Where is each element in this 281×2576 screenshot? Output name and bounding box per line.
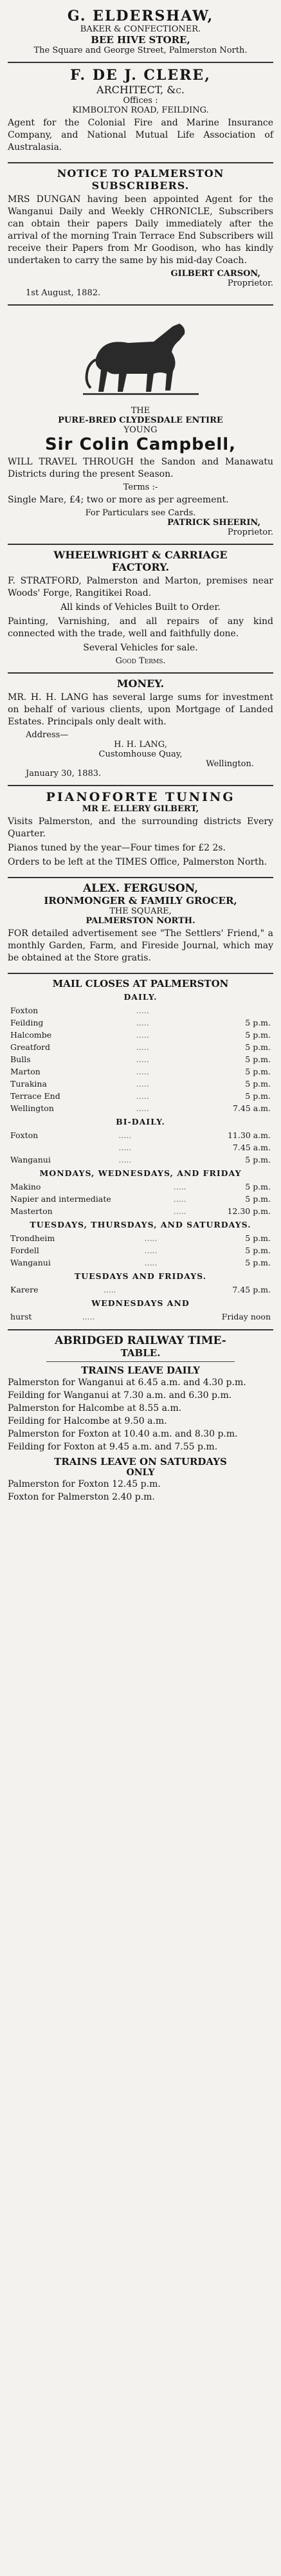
ad-dungan-body: MRS DUNGAN having been appointed Agent for the Wanganui Daily and Weekly CHRONICLE, Subscribers can obtain their papers Daily immediately after the arrival of the morning Train Terrace End Subscribers will receive their Papers from Mr Goodison, who has kindly undertaken to carry the same by his mid-day Coach. (8, 194, 273, 266)
ad-ferguson-town: PALMERSTON NORTH. (86, 916, 195, 926)
railway-line: Palmerston for Halcombe at 8.55 a.m. (8, 1403, 182, 1413)
ad-ferguson-name: ALEX. FERGUSON, (82, 882, 199, 895)
mail-place: Bulls (10, 1054, 31, 1064)
mail-time: 5 p.m. (245, 1258, 271, 1267)
mail-place: Feilding (10, 1018, 44, 1027)
ad-clydesdale-terms: Single Mare, £4; two or more as per agreement. (8, 495, 229, 505)
mail-row (8, 1004, 273, 1017)
mail-leader-dots: ..... (118, 1130, 132, 1140)
mail-place: Greatford (10, 1042, 50, 1052)
mail-place: Napier and intermediate (10, 1194, 111, 1204)
mail-row (8, 1311, 273, 1323)
mail-row (8, 1181, 273, 1193)
ad-ferguson-body: FOR detailed advertisement see "The Settlers' Friend," a monthly Garden, Farm, and Fireside Journal, which may be obtained at the Store gratis. (8, 928, 273, 963)
ad-money-title: MONEY. (116, 677, 165, 690)
ad-mail (8, 974, 273, 1330)
ad-eldershaw (8, 4, 273, 63)
mail-time: 5 p.m. (245, 1182, 271, 1191)
mail-tf-table (8, 1283, 273, 1296)
ad-piano-body2: Pianos tuned by the year—Four times for £2 2s. (8, 843, 226, 853)
ad-mail-title: MAIL CLOSES AT PALMERSTON (52, 978, 229, 989)
ad-clydesdale-terms-head: Terms :- (123, 483, 158, 492)
mail-leader-dots: ..... (173, 1194, 186, 1204)
mail-place: Wellington (10, 1103, 54, 1113)
railway-line: Palmerston for Wanganui at 6.45 a.m. and 4.30 p.m. (8, 1377, 246, 1388)
ad-money-name: H. H. LANG, (114, 740, 167, 750)
railway-sat-head2: ONLY (126, 1467, 155, 1478)
mail-mwf-table (8, 1181, 273, 1217)
mail-place: Turakina (10, 1079, 47, 1089)
mail-place (8, 1141, 116, 1154)
mail-row (8, 1193, 273, 1205)
ad-money-address-head: Address— (26, 730, 69, 740)
mail-row (8, 1232, 273, 1244)
mail-time: 5 p.m. (245, 1018, 271, 1027)
mail-leader-dots: ..... (173, 1182, 186, 1191)
mail-row (8, 1154, 273, 1166)
ad-clydesdale-young: YOUNG (123, 425, 158, 435)
ad-stratford-body3: Painting, Varnishing, and all repairs of any kind connected with the trade, well and faithfully done. (8, 616, 273, 639)
mail-row (8, 1017, 273, 1029)
mail-leader-dots: ..... (136, 1006, 149, 1015)
mail-leader-dots: ..... (144, 1233, 158, 1243)
mail-place: Wanganui (10, 1258, 51, 1267)
ad-money (8, 674, 273, 786)
mail-wed-head: WEDNESDAYS AND (91, 1298, 190, 1308)
ad-piano-title: PIANOFORTE TUNING (46, 790, 235, 804)
mail-tf-head: TUESDAYS AND FRIDAYS. (74, 1271, 207, 1281)
mail-leader-dots: ..... (136, 1079, 149, 1089)
ad-money-body: MR. H. H. LANG has several large sums for investment on behalf of various clients, upon Mortgage of Landed Estates. Principals only dealt with. (8, 692, 273, 727)
ad-ferguson-trade: IRONMONGER & FAMILY GROCER, (44, 895, 237, 906)
ad-eldershaw-store: BEE HIVE STORE, (91, 34, 190, 46)
mail-wed-table (8, 1311, 273, 1323)
ad-stratford-title2: FACTORY. (111, 561, 170, 573)
ad-clydesdale-the: THE (131, 406, 150, 416)
mail-row (8, 1205, 273, 1217)
ad-stratford-body4: Several Vehicles for sale. (83, 643, 198, 653)
ad-clydesdale-particulars: For Particulars see Cards. (85, 508, 196, 518)
mail-time: 7.45 a.m. (232, 1103, 271, 1113)
mail-daily-head: DAILY. (123, 992, 158, 1002)
mail-leader-dots: ..... (118, 1155, 132, 1164)
mail-bidaily-table (8, 1129, 273, 1166)
ad-clere-office-address: KIMBOLTON ROAD, FEILDING. (72, 106, 209, 115)
ad-eldershaw-name: G. ELDERSHAW, (67, 8, 214, 24)
mail-place: Marton (10, 1067, 41, 1076)
mail-mwf-head: MONDAYS, WEDNESDAYS, AND FRIDAY (39, 1168, 242, 1178)
mail-place: Makino (10, 1182, 41, 1191)
ad-stratford (8, 545, 273, 674)
ad-piano-body3: Orders to be left at the TIMES Office, Palmerston North. (8, 857, 267, 867)
ad-clere-title: ARCHITECT, &c. (96, 84, 185, 96)
ad-dungan-role: Proprietor. (227, 279, 273, 288)
ad-clydesdale-body: WILL TRAVEL THROUGH the Sandon and Manawatu Districts during the present Season. (8, 457, 273, 479)
railway-line: Palmerston for Foxton 12.45 p.m. (8, 1479, 161, 1489)
railway-line: Feilding for Wanganui at 7.30 a.m. and 6.30 p.m. (8, 1390, 232, 1401)
mail-row (8, 1053, 273, 1065)
mail-leader-dots: ..... (82, 1312, 95, 1321)
ad-clydesdale-owner-role: Proprietor. (227, 528, 273, 537)
mail-time: 12.30 p.m. (227, 1206, 271, 1216)
mail-place: Masterton (10, 1206, 53, 1216)
ad-stratford-body1: F. STRATFORD, Palmerston and Marton, premises near Woods' Forge, Rangitikei Road. (8, 576, 273, 598)
ad-dungan-title2: SUBSCRIBERS. (91, 179, 190, 192)
mail-time: 11.30 a.m. (227, 1130, 271, 1140)
mail-row (8, 1029, 273, 1041)
horse-illustration (77, 312, 205, 402)
ad-railway-title1: ABRIDGED RAILWAY TIME- (55, 1334, 226, 1347)
ad-railway (8, 1330, 273, 1511)
mail-place: hurst (10, 1312, 32, 1321)
mail-row (8, 1141, 273, 1154)
ad-money-addr2: Wellington. (206, 759, 254, 769)
ad-ferguson-square: THE SQUARE, (109, 906, 172, 916)
ad-dungan-title1: NOTICE TO PALMERSTON (57, 167, 224, 179)
mail-leader-dots: ..... (136, 1103, 149, 1113)
mail-time: Friday noon (221, 1312, 271, 1321)
ad-piano-body1: Visits Palmerston, and the surrounding districts Every Quarter. (8, 816, 273, 839)
railway-line: Feilding for Halcombe at 9.50 a.m. (8, 1416, 167, 1426)
railway-line: Palmerston for Foxton at 10.40 a.m. and 8.30 p.m. (8, 1429, 238, 1439)
ad-dungan-signature: GILBERT CARSON, (170, 269, 260, 279)
mail-time: 5 p.m. (245, 1042, 271, 1052)
mail-row (8, 1078, 273, 1090)
mail-place: Foxton (10, 1130, 39, 1140)
mail-row (8, 1283, 273, 1296)
mail-time: 5 p.m. (245, 1030, 271, 1040)
mail-row (8, 1090, 273, 1102)
ad-money-addr1: Customhouse Quay, (98, 750, 183, 759)
mail-bidaily-head: BI-DAILY. (116, 1117, 165, 1127)
ad-railway-title2: TABLE. (120, 1347, 161, 1359)
mail-row (8, 1041, 273, 1053)
mail-leader-dots: ..... (103, 1285, 116, 1294)
mail-time: 5 p.m. (245, 1246, 271, 1255)
mail-leader-dots: ..... (136, 1091, 149, 1101)
ad-ferguson (8, 878, 273, 974)
mail-time: 5 p.m. (245, 1091, 271, 1101)
railway-daily-head: TRAINS LEAVE DAILY (81, 1365, 200, 1376)
mail-place: Halcombe (10, 1030, 52, 1040)
ad-clere-name: F. DE J. CLERE, (70, 67, 211, 84)
mail-place: Terrace End (10, 1091, 60, 1101)
mail-daily-table (8, 1004, 273, 1114)
ad-stratford-body2: All kinds of Vehicles Built to Order. (60, 602, 221, 612)
mail-tts-table (8, 1232, 273, 1269)
mail-leader-dots: ..... (144, 1258, 158, 1267)
mail-leader-dots: ..... (144, 1246, 158, 1255)
railway-sat-lines (8, 1478, 273, 1504)
ad-clydesdale-name: Sir Colin Campbell, (44, 435, 237, 454)
railway-rule (46, 1361, 235, 1362)
mail-time: 5 p.m. (245, 1079, 271, 1089)
mail-time: 7.45 p.m. (232, 1285, 271, 1294)
mail-row (8, 1102, 273, 1114)
mail-row (8, 1129, 273, 1141)
mail-leader-dots: ..... (173, 1206, 186, 1216)
mail-place: Wanganui (10, 1155, 51, 1164)
ad-clere-offices: Offices : (123, 96, 158, 106)
ad-clydesdale (8, 306, 273, 545)
mail-leader-dots: ..... (118, 1143, 132, 1152)
mail-time: 5 p.m. (245, 1054, 271, 1064)
ad-piano (8, 786, 273, 878)
mail-time (175, 1004, 273, 1017)
mail-leader-dots: ..... (136, 1042, 149, 1052)
ad-clere (8, 63, 273, 163)
mail-place: Karere (10, 1285, 39, 1294)
ad-stratford-title1: WHEELWRIGHT & CARRIAGE (53, 549, 228, 561)
mail-time: 5 p.m. (245, 1194, 271, 1204)
mail-time: 7.45 a.m. (232, 1143, 271, 1152)
mail-leader-dots: ..... (136, 1054, 149, 1064)
mail-place: Foxton (10, 1006, 39, 1015)
ad-stratford-footer: Good Terms. (115, 656, 166, 666)
ad-eldershaw-address: The Square and George Street, Palmerston North. (33, 46, 248, 55)
ad-dungan (8, 163, 273, 306)
ad-dungan-date: 1st August, 1882. (26, 288, 101, 298)
ad-clere-agent: Agent for the Colonial Fire and Marine Insurance Company, and National Mutual Life Association of Australasia. (8, 118, 273, 152)
mail-row (8, 1065, 273, 1078)
ad-money-date: January 30, 1883. (26, 769, 102, 778)
ad-clydesdale-owner: PATRICK SHEERIN, (167, 518, 260, 528)
mail-tts-head: TUESDAYS, THURSDAYS, AND SATURDAYS. (30, 1220, 251, 1229)
railway-lines (8, 1377, 273, 1453)
mail-place: Trondheim (10, 1233, 55, 1243)
mail-time: 5 p.m. (245, 1233, 271, 1243)
railway-sat-head1: TRAINS LEAVE ON SATURDAYS (54, 1456, 227, 1467)
mail-place: Fordell (10, 1246, 39, 1255)
ad-piano-name: MR E. ELLERY GILBERT, (82, 804, 199, 814)
railway-line: Feilding for Foxton at 9.45 a.m. and 7.55 p.m. (8, 1442, 218, 1452)
mail-leader-dots: ..... (136, 1067, 149, 1076)
mail-row (8, 1256, 273, 1269)
mail-time: 5 p.m. (245, 1067, 271, 1076)
railway-line: Foxton for Palmerston 2.40 p.m. (8, 1492, 155, 1502)
mail-leader-dots: ..... (136, 1030, 149, 1040)
mail-row (8, 1244, 273, 1256)
mail-time: 5 p.m. (245, 1155, 271, 1164)
mail-leader-dots: ..... (136, 1018, 149, 1027)
ad-eldershaw-trade: BAKER & CONFECTIONER. (80, 24, 201, 34)
ad-clydesdale-breed: PURE-BRED CLYDESDALE ENTIRE (58, 416, 223, 425)
